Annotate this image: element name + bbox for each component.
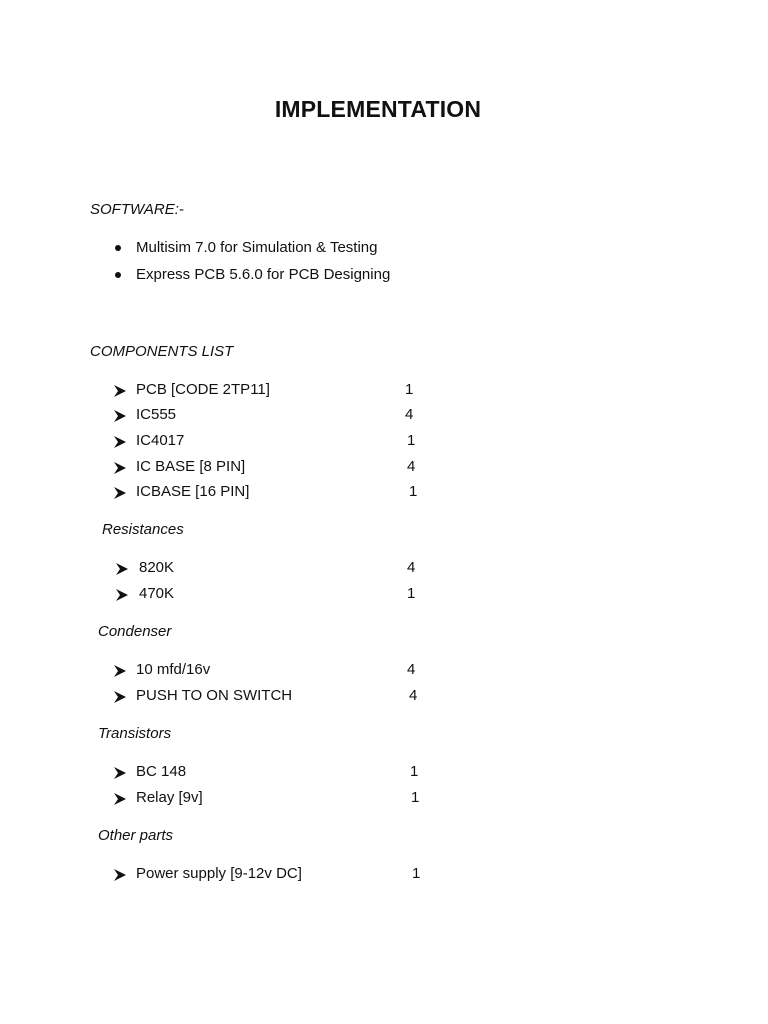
- condenser-name: PUSH TO ON SWITCH: [136, 687, 293, 704]
- arrowhead-icon: [114, 410, 126, 422]
- resistance-name: 470K: [139, 585, 175, 602]
- condenser-qty: 4: [409, 687, 418, 704]
- component-name: IC BASE [8 PIN]: [136, 458, 246, 475]
- transistor-qty: 1: [411, 789, 420, 806]
- software-item: Multisim 7.0 for Simulation & Testing: [136, 239, 378, 256]
- bullet-dot-icon: [115, 272, 121, 278]
- software-item: Express PCB 5.6.0 for PCB Designing: [136, 266, 391, 283]
- component-qty: 4: [405, 406, 414, 423]
- component-name: ICBASE [16 PIN]: [136, 483, 250, 500]
- transistors-heading: Transistors: [98, 725, 172, 742]
- condenser-heading: Condenser: [98, 623, 172, 640]
- software-heading: SOFTWARE:-: [90, 201, 184, 218]
- bullet-dot-icon: [115, 245, 121, 251]
- resistances-heading: Resistances: [102, 521, 184, 538]
- transistor-qty: 1: [410, 763, 419, 780]
- component-name: IC555: [136, 406, 177, 423]
- arrowhead-icon: [116, 589, 128, 601]
- arrowhead-icon: [114, 665, 126, 677]
- page-title: IMPLEMENTATION: [274, 96, 482, 122]
- components-heading: COMPONENTS LIST: [90, 343, 234, 360]
- component-qty: 4: [407, 458, 416, 475]
- component-qty: 1: [409, 483, 418, 500]
- arrowhead-icon: [116, 563, 128, 575]
- condenser-name: 10 mfd/16v: [136, 661, 211, 678]
- other-part-name: Power supply [9-12v DC]: [136, 865, 302, 882]
- component-name: PCB [CODE 2TP11]: [136, 381, 270, 398]
- other-part-qty: 1: [412, 865, 421, 882]
- arrowhead-icon: [114, 385, 126, 397]
- resistance-qty: 1: [407, 585, 416, 602]
- arrowhead-icon: [114, 487, 126, 499]
- arrowhead-icon: [114, 691, 126, 703]
- arrowhead-icon: [114, 462, 126, 474]
- component-qty: 1: [405, 381, 414, 398]
- resistance-qty: 4: [407, 559, 416, 576]
- arrowhead-icon: [114, 436, 126, 448]
- component-qty: 1: [407, 432, 416, 449]
- arrowhead-icon: [114, 793, 126, 805]
- component-name: IC4017: [136, 432, 185, 449]
- arrowhead-icon: [114, 767, 126, 779]
- transistor-name: Relay [9v]: [136, 789, 203, 806]
- transistor-name: BC 148: [136, 763, 187, 780]
- arrowhead-icon: [114, 869, 126, 881]
- other-parts-heading: Other parts: [98, 827, 174, 844]
- condenser-qty: 4: [407, 661, 416, 678]
- resistance-name: 820K: [139, 559, 175, 576]
